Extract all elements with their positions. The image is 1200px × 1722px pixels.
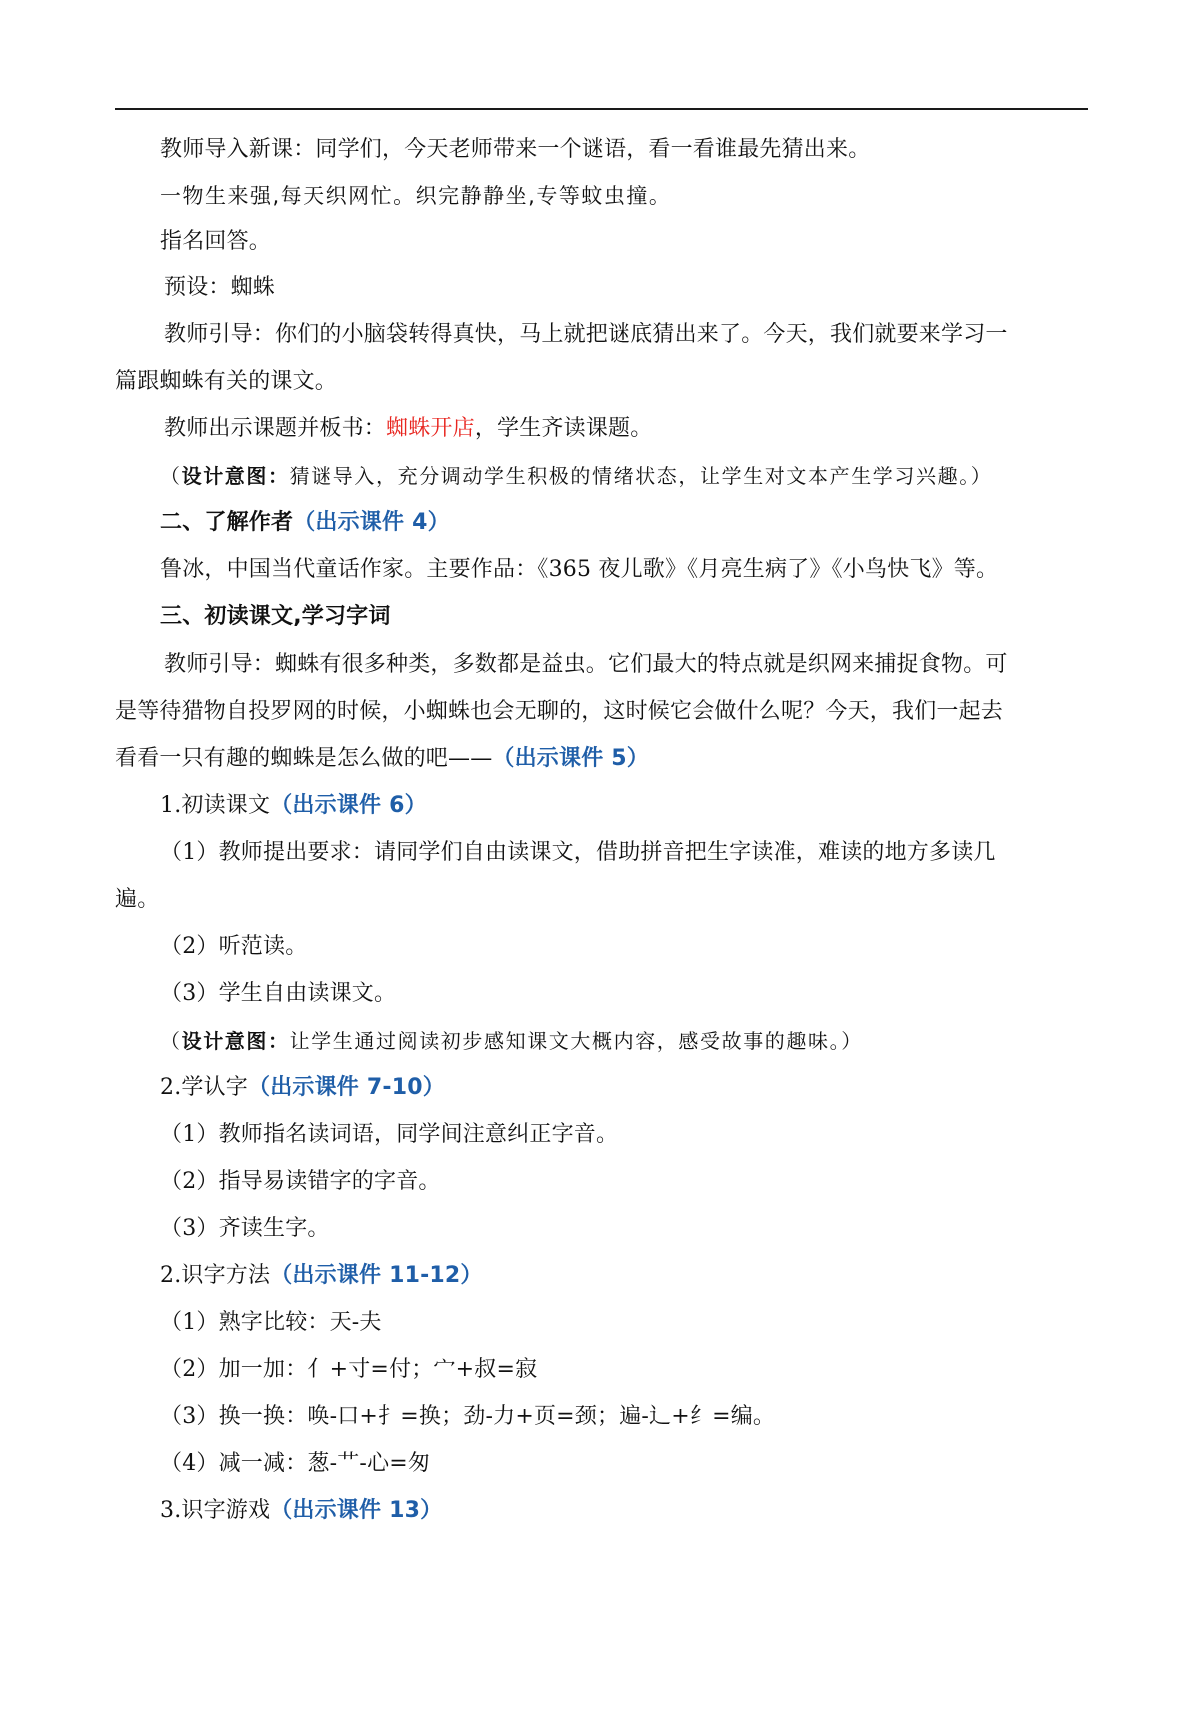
text: 一物生来强,每天织网忙。织完静静坐,专等蚊虫撞。 xyxy=(160,184,672,208)
design-intent-2 xyxy=(160,1026,863,1056)
courseware-ref: （出示课件 5） xyxy=(492,746,649,771)
text: ，学生齐读课题。 xyxy=(474,416,653,441)
paragraph-guide-2 xyxy=(164,650,1008,680)
method-item-1 xyxy=(160,1308,382,1338)
courseware-ref: （出示课件 6） xyxy=(270,793,427,818)
paragraph-preset xyxy=(164,273,275,303)
text: （3）学生自由读课文。 xyxy=(160,981,397,1006)
step-1-item-2 xyxy=(160,932,307,962)
step-2-item-3 xyxy=(160,1214,330,1244)
step-2-item-1 xyxy=(160,1120,618,1150)
text: 看看一只有趣的蜘蛛是怎么做的吧—— xyxy=(115,746,493,771)
heading-text: 三、初读课文,学习字词 xyxy=(160,604,391,629)
text: 2.识字方法 xyxy=(160,1263,271,1288)
step-1-heading xyxy=(160,791,427,821)
step-1-item-3 xyxy=(160,979,396,1009)
step-2-heading xyxy=(160,1073,445,1103)
text: 猜谜导入，充分调动学生积极的情绪状态，让学生对文本产生学习兴趣。） xyxy=(289,464,993,488)
text: 是等待猎物自投罗网的时候，小蜘蛛也会无聊的，这时候它会做什么呢？今天，我们一起去 xyxy=(115,699,1004,724)
header-rule xyxy=(115,108,1088,110)
design-intent-1 xyxy=(160,461,992,491)
paragraph-author xyxy=(160,555,998,585)
text: （2）听范读。 xyxy=(160,934,308,959)
text: 3.识字游戏 xyxy=(160,1498,271,1523)
text: 篇跟蜘蛛有关的课文。 xyxy=(115,369,338,394)
text: 指名回答。 xyxy=(160,229,272,254)
text: （3）换一换：唤-口+扌=换；劲-力+页=颈；遍-辶+纟=编。 xyxy=(160,1404,776,1429)
lesson-title: 蜘蛛开店 xyxy=(386,416,475,441)
step-3-heading xyxy=(160,1496,442,1526)
text: （2）指导易读错字的字音。 xyxy=(160,1169,441,1194)
text: 让学生通过阅读初步感知课文大概内容，感受故事的趣味。） xyxy=(289,1029,863,1053)
heading-text: 二、了解作者 xyxy=(160,510,294,535)
courseware-ref: （出示课件 7-10） xyxy=(248,1075,445,1100)
text: 鲁冰，中国当代童话作家。主要作品：《365 夜儿歌》《月亮生病了》《小鸟快飞》等。 xyxy=(160,557,999,582)
paragraph-guide-1-cont xyxy=(115,367,337,397)
text: （1）教师提出要求：请同学们自由读课文，借助拼音把生字读准，难读的地方多读几 xyxy=(160,840,996,865)
courseware-ref: （出示课件 4） xyxy=(293,510,450,535)
paragraph-answer xyxy=(160,227,271,257)
method-item-4 xyxy=(160,1449,430,1479)
step-method-heading xyxy=(160,1261,483,1291)
design-intent-label: 设计意图： xyxy=(181,464,290,488)
text: 教师导入新课：同学们，今天老师带来一个谜语，看一看谁最先猜出来。 xyxy=(160,137,871,162)
text: （ xyxy=(160,1029,182,1053)
courseware-ref: （出示课件 11-12） xyxy=(270,1263,483,1288)
text: （1）熟字比较：天-夫 xyxy=(160,1310,382,1335)
paragraph-intro xyxy=(160,135,870,165)
section-heading-3 xyxy=(160,602,391,632)
text: （ xyxy=(160,464,182,488)
step-2-item-2 xyxy=(160,1167,441,1197)
method-item-3 xyxy=(160,1402,775,1432)
paragraph-guide-2-end xyxy=(115,744,649,774)
text: 1.初读课文 xyxy=(160,793,271,818)
text: 教师引导：蜘蛛有很多种类，多数都是益虫。它们最大的特点就是织网来捕捉食物。可 xyxy=(164,652,1008,677)
text: （4）减一减：葱-艹-心=匆 xyxy=(160,1451,431,1476)
text: 教师引导：你们的小脑袋转得真快，马上就把谜底猜出来了。今天，我们就要来学习一 xyxy=(164,322,1008,347)
method-item-2 xyxy=(160,1355,537,1385)
text: （2）加一加：亻+寸=付；宀+叔=寂 xyxy=(160,1357,538,1382)
text: （3）齐读生字。 xyxy=(160,1216,330,1241)
paragraph-title xyxy=(164,414,652,444)
text: （1）教师指名读词语，同学间注意纠正字音。 xyxy=(160,1122,619,1147)
text: 遍。 xyxy=(115,887,160,912)
paragraph-guide-1 xyxy=(164,320,1008,350)
text: 教师出示课题并板书： xyxy=(164,416,387,441)
watermark-mark xyxy=(469,1618,631,1722)
riddle-text xyxy=(160,181,671,211)
text: 2.学认字 xyxy=(160,1075,248,1100)
step-1-item-1-cont xyxy=(115,885,159,915)
step-1-item-1 xyxy=(160,838,996,868)
courseware-ref: （出示课件 13） xyxy=(270,1498,443,1523)
paragraph-guide-2-cont xyxy=(115,697,1003,727)
text: 预设：蜘蛛 xyxy=(164,275,276,300)
design-intent-label: 设计意图： xyxy=(181,1029,290,1053)
section-heading-2 xyxy=(160,508,450,538)
